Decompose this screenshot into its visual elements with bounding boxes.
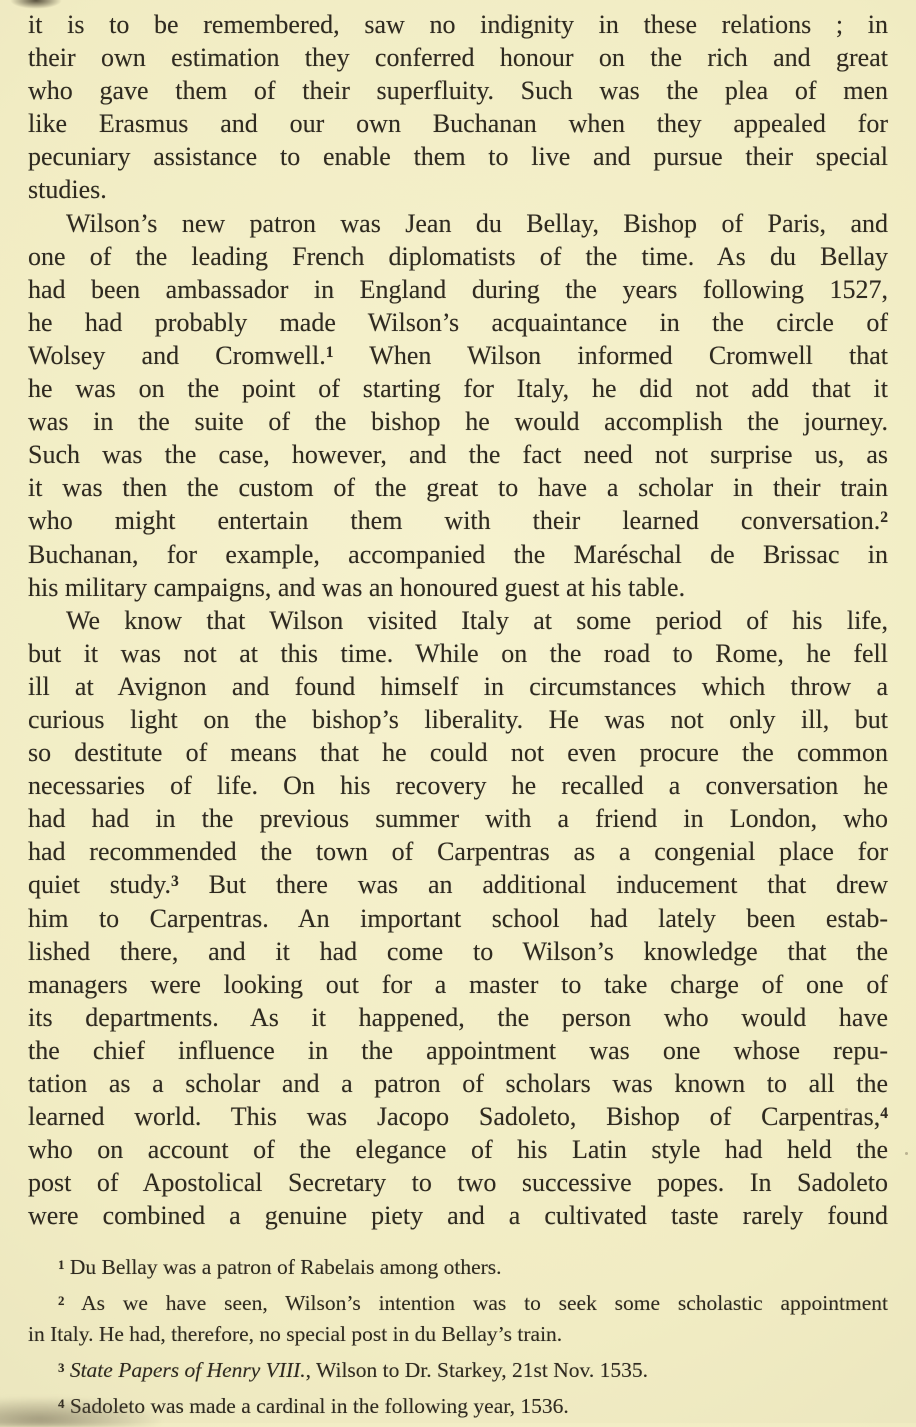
text-run: State Papers of Henry VIII.: [64, 1358, 306, 1383]
text-line: [28, 902, 888, 935]
text-line: [28, 968, 888, 1001]
text-line: [28, 140, 888, 173]
paragraph: [28, 8, 888, 207]
text-line: [28, 1288, 888, 1319]
text-line: [28, 1067, 888, 1100]
text-line: [28, 1133, 888, 1166]
text-line: [28, 240, 888, 273]
text-run: like Erasmus and our own Buchanan when they appealed for: [28, 109, 888, 139]
text-run: When Wilson informed Cromwell that: [333, 340, 889, 370]
text-line: [28, 769, 888, 802]
text-line: [28, 438, 888, 471]
body-text: [28, 8, 888, 1232]
text-line: [28, 1001, 888, 1034]
text-line: [28, 1319, 888, 1350]
text-run: ill at Avignon and found himself in circumstances which throw a: [28, 671, 888, 701]
text-line: [28, 306, 888, 339]
text-run: managers were looking out for a master to take charge of one of: [28, 969, 888, 999]
text-line: [28, 41, 888, 74]
text-line: [28, 935, 888, 968]
text-run: lished there, and it had come to Wilson’s knowledge that the: [28, 936, 888, 966]
text-run: Wilson’s new patron was Jean du Bellay, Bishop of Paris, and: [66, 208, 888, 238]
text-run: We know that Wilson visited Italy at some period of his life,: [66, 605, 888, 635]
text-run: who on account of the elegance of his Latin style had held the: [28, 1135, 888, 1165]
footnote-ref: 3: [58, 1360, 65, 1375]
text-run: Wolsey and Cromwell.: [28, 340, 326, 370]
text-run: Buchanan, for example, accompanied the Maréschal de Brissac in: [28, 539, 888, 569]
text-line: [28, 74, 888, 107]
footnotes-section: [28, 1252, 888, 1422]
text-run: he was on the point of starting for Italy, he did not add that it: [28, 374, 888, 404]
text-column: [28, 8, 888, 1422]
paragraph: [28, 604, 888, 1233]
text-run: , Wilson to Dr. Starkey, 21st Nov. 1535.: [305, 1358, 649, 1383]
text-line: [28, 372, 888, 405]
text-line: [28, 868, 888, 901]
text-run: he had probably made Wilson’s acquaintance in the circle of: [28, 307, 888, 337]
text-run: one of the leading French diplomatists of the time. As du Bellay: [28, 241, 888, 271]
text-run: were combined a genuine piety and a cultivated taste rarely found: [28, 1201, 888, 1231]
text-run: but it was not at this time. While on the road to Rome, he fell: [28, 638, 888, 668]
text-run: pecuniary assistance to enable them to live and pursue their special: [28, 142, 888, 172]
text-run: had recommended the town of Carpentras as a congenial place for: [28, 837, 888, 867]
text-run: was in the suite of the bishop he would accomplish the journey.: [28, 407, 888, 437]
text-run: had had in the previous summer with a friend in London, who: [28, 804, 888, 834]
text-line: [28, 1100, 888, 1133]
text-line: [28, 504, 888, 537]
text-run: its departments. As it happened, the person who would have: [28, 1002, 888, 1032]
text-line: [28, 173, 888, 206]
text-line: [28, 471, 888, 504]
footnote: [28, 1288, 888, 1350]
text-run: his military campaigns, and was an honoured guest at his table.: [28, 572, 686, 602]
text-line: [28, 1355, 888, 1386]
text-run: Such was the case, however, and the fact need not surprise us, as: [28, 440, 888, 470]
text-line: [28, 1166, 888, 1199]
text-line: [28, 802, 888, 835]
text-run: As we have seen, Wilson’s intention was to seek some scholastic appointment: [64, 1291, 888, 1316]
text-run: the chief influence in the appointment was one whose repu-: [28, 1035, 888, 1065]
text-line: [28, 1034, 888, 1067]
footnote: [28, 1391, 888, 1422]
text-run: who gave them of their superfluity. Such was the plea of men: [28, 76, 888, 106]
text-run: it was then the custom of the great to have a scholar in their train: [28, 473, 888, 503]
footnote-ref: 4: [880, 1105, 888, 1123]
text-run: studies.: [28, 175, 107, 205]
text-line: [28, 8, 888, 41]
text-run: had been ambassador in England during the years following 1527,: [28, 274, 888, 304]
footnote: [28, 1355, 888, 1386]
text-line: [28, 405, 888, 438]
footnote: [28, 1252, 888, 1283]
text-run: him to Carpentras. An important school had lately been estab-: [28, 903, 888, 933]
text-line: [28, 736, 888, 769]
text-run: But there was an additional inducement that drew: [178, 870, 889, 900]
text-line: [28, 538, 888, 571]
text-line: [28, 571, 888, 604]
text-line: [28, 339, 888, 372]
text-run: necessaries of life. On his recovery he recalled a conversation he: [28, 771, 888, 801]
text-line: [28, 273, 888, 306]
text-run: learned world. This was Jacopo Sadoleto, Bishop of Carpentras,: [28, 1102, 881, 1132]
text-line: [28, 703, 888, 736]
text-run: quiet study.: [28, 870, 171, 900]
text-line: [28, 207, 888, 240]
paper-speck: [905, 1152, 908, 1155]
text-line: [28, 637, 888, 670]
text-line: [28, 1252, 888, 1283]
text-run: Du Bellay was a patron of Rabelais among others.: [64, 1255, 502, 1280]
text-line: [28, 835, 888, 868]
text-run: curious light on the bishop’s liberality. He was not only ill, but: [28, 704, 888, 734]
text-run: post of Apostolical Secretary to two successive popes. In Sadoleto: [28, 1168, 888, 1198]
text-run: it is to be remembered, saw no indignity in these relations ; in: [28, 10, 888, 39]
footnote-ref: 1: [58, 1257, 65, 1272]
paragraph: [28, 207, 888, 604]
footnote-ref: 2: [880, 509, 888, 527]
text-run: in Italy. He had, therefore, no special post in du Bellay’s train.: [28, 1322, 563, 1347]
text-run: Sadoleto was made a cardinal in the following year, 1536.: [64, 1394, 569, 1419]
text-run: who might entertain them with their learned conversation.: [28, 506, 881, 536]
text-line: [28, 604, 888, 637]
footnote-ref: 1: [325, 343, 334, 361]
text-line: [28, 107, 888, 140]
text-run: tation as a scholar and a patron of scholars was known to all the: [28, 1069, 888, 1098]
footnote-ref: 2: [58, 1293, 65, 1308]
text-line: [28, 670, 888, 703]
text-line: [28, 1391, 888, 1422]
footnote-ref: 4: [58, 1396, 65, 1411]
text-run: their own estimation they conferred honour on the rich and great: [28, 43, 888, 73]
text-run: so destitute of means that he could not even procure the common: [28, 738, 888, 768]
text-line: [28, 1199, 888, 1232]
footnote-ref: 3: [170, 873, 179, 891]
